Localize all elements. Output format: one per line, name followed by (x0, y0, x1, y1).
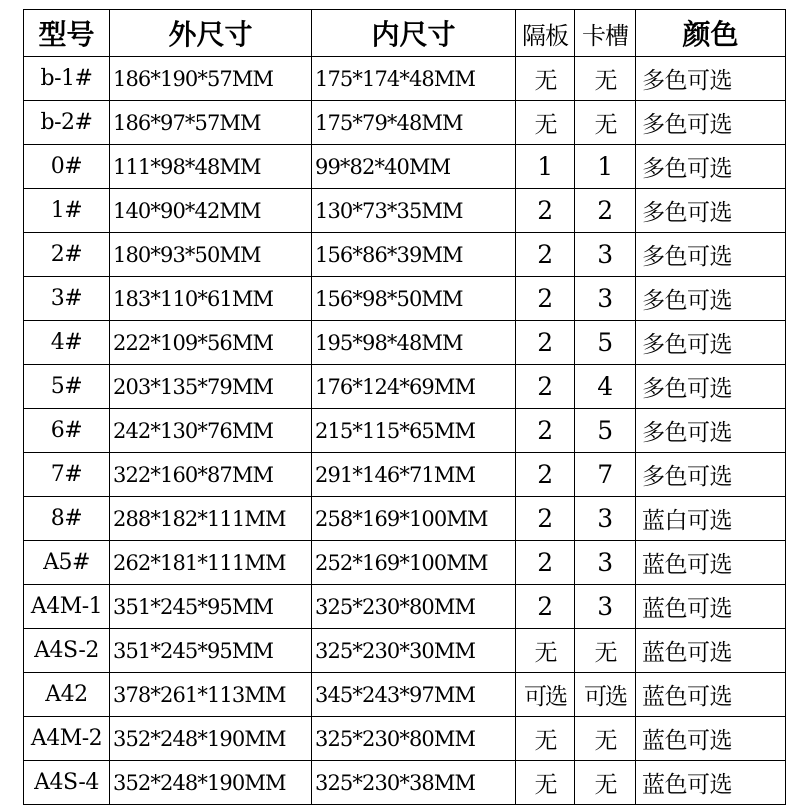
table-row (24, 629, 786, 673)
cell-color: 多色可选 (636, 233, 786, 277)
cell-model: 5# (24, 365, 110, 409)
cell-slot: 5 (575, 409, 636, 453)
cell-divider: 2 (516, 409, 575, 453)
header-model: 型号 (24, 10, 110, 57)
cell-slot: 3 (575, 277, 636, 321)
cell-inner-size: 156*86*39MM (312, 233, 516, 277)
cell-outer-size: 140*90*42MM (110, 189, 312, 233)
cell-color: 多色可选 (636, 277, 786, 321)
header-row (24, 10, 786, 57)
table-row (24, 321, 786, 365)
cell-color: 多色可选 (636, 365, 786, 409)
table-row (24, 233, 786, 277)
cell-outer-size: 351*245*95MM (110, 629, 312, 673)
cell-inner-size: 130*73*35MM (312, 189, 516, 233)
cell-divider: 无 (516, 717, 575, 761)
cell-model: A42 (24, 673, 110, 717)
cell-divider: 无 (516, 101, 575, 145)
cell-model: b-2# (24, 101, 110, 145)
cell-divider: 可选 (516, 673, 575, 717)
cell-slot: 3 (575, 233, 636, 277)
cell-inner-size: 252*169*100MM (312, 541, 516, 585)
cell-divider: 2 (516, 189, 575, 233)
cell-color: 蓝色可选 (636, 717, 786, 761)
cell-color: 多色可选 (636, 101, 786, 145)
cell-outer-size: 351*245*95MM (110, 585, 312, 629)
cell-slot: 无 (575, 101, 636, 145)
cell-model: 6# (24, 409, 110, 453)
table-row (24, 277, 786, 321)
cell-divider: 无 (516, 57, 575, 101)
cell-color: 多色可选 (636, 409, 786, 453)
table-row (24, 497, 786, 541)
cell-slot: 无 (575, 717, 636, 761)
size-spec-table (23, 9, 786, 805)
cell-inner-size: 325*230*80MM (312, 585, 516, 629)
table-row (24, 145, 786, 189)
table-row (24, 189, 786, 233)
cell-model: 1# (24, 189, 110, 233)
cell-outer-size: 262*181*111MM (110, 541, 312, 585)
cell-model: A4S-4 (24, 761, 110, 805)
cell-model: A4M-1 (24, 585, 110, 629)
table-row (24, 541, 786, 585)
table-row (24, 57, 786, 101)
cell-color: 多色可选 (636, 453, 786, 497)
cell-slot: 2 (575, 189, 636, 233)
table-row (24, 409, 786, 453)
cell-divider: 2 (516, 277, 575, 321)
cell-slot: 3 (575, 585, 636, 629)
cell-divider: 无 (516, 629, 575, 673)
table-row (24, 365, 786, 409)
cell-inner-size: 345*243*97MM (312, 673, 516, 717)
cell-divider: 2 (516, 585, 575, 629)
cell-inner-size: 325*230*30MM (312, 629, 516, 673)
table-row (24, 761, 786, 805)
cell-inner-size: 99*82*40MM (312, 145, 516, 189)
cell-divider: 1 (516, 145, 575, 189)
cell-color: 蓝白可选 (636, 497, 786, 541)
cell-outer-size: 186*190*57MM (110, 57, 312, 101)
cell-inner-size: 258*169*100MM (312, 497, 516, 541)
cell-slot: 无 (575, 57, 636, 101)
cell-outer-size: 111*98*48MM (110, 145, 312, 189)
cell-model: A4M-2 (24, 717, 110, 761)
cell-inner-size: 176*124*69MM (312, 365, 516, 409)
cell-inner-size: 175*79*48MM (312, 101, 516, 145)
cell-model: A5# (24, 541, 110, 585)
cell-color: 多色可选 (636, 189, 786, 233)
table-row (24, 453, 786, 497)
header-inner-size: 内尺寸 (312, 10, 516, 57)
cell-outer-size: 352*248*190MM (110, 761, 312, 805)
cell-slot: 3 (575, 541, 636, 585)
header-slot: 卡槽 (575, 10, 636, 57)
cell-outer-size: 222*109*56MM (110, 321, 312, 365)
cell-inner-size: 325*230*80MM (312, 717, 516, 761)
cell-color: 蓝色可选 (636, 761, 786, 805)
cell-outer-size: 288*182*111MM (110, 497, 312, 541)
cell-divider: 2 (516, 321, 575, 365)
cell-model: b-1# (24, 57, 110, 101)
cell-divider: 2 (516, 365, 575, 409)
cell-divider: 2 (516, 541, 575, 585)
cell-model: 8# (24, 497, 110, 541)
table-body (24, 57, 786, 805)
cell-slot: 5 (575, 321, 636, 365)
header-color: 颜色 (636, 10, 786, 57)
cell-divider: 2 (516, 453, 575, 497)
cell-slot: 无 (575, 761, 636, 805)
cell-outer-size: 322*160*87MM (110, 453, 312, 497)
cell-divider: 2 (516, 233, 575, 277)
cell-inner-size: 291*146*71MM (312, 453, 516, 497)
cell-color: 蓝色可选 (636, 673, 786, 717)
cell-slot: 4 (575, 365, 636, 409)
cell-outer-size: 180*93*50MM (110, 233, 312, 277)
cell-inner-size: 195*98*48MM (312, 321, 516, 365)
cell-outer-size: 378*261*113MM (110, 673, 312, 717)
cell-divider: 无 (516, 761, 575, 805)
cell-slot: 可选 (575, 673, 636, 717)
cell-color: 多色可选 (636, 57, 786, 101)
cell-model: 0# (24, 145, 110, 189)
cell-slot: 7 (575, 453, 636, 497)
cell-slot: 无 (575, 629, 636, 673)
cell-color: 蓝色可选 (636, 541, 786, 585)
cell-outer-size: 186*97*57MM (110, 101, 312, 145)
cell-outer-size: 352*248*190MM (110, 717, 312, 761)
cell-inner-size: 215*115*65MM (312, 409, 516, 453)
cell-model: 2# (24, 233, 110, 277)
cell-color: 蓝色可选 (636, 629, 786, 673)
cell-color: 多色可选 (636, 321, 786, 365)
table-row (24, 585, 786, 629)
cell-divider: 2 (516, 497, 575, 541)
cell-outer-size: 203*135*79MM (110, 365, 312, 409)
cell-color: 多色可选 (636, 145, 786, 189)
table-row (24, 673, 786, 717)
table-row (24, 101, 786, 145)
cell-model: A4S-2 (24, 629, 110, 673)
cell-outer-size: 242*130*76MM (110, 409, 312, 453)
cell-inner-size: 175*174*48MM (312, 57, 516, 101)
cell-model: 4# (24, 321, 110, 365)
header-outer-size: 外尺寸 (110, 10, 312, 57)
table-row (24, 717, 786, 761)
cell-outer-size: 183*110*61MM (110, 277, 312, 321)
cell-inner-size: 156*98*50MM (312, 277, 516, 321)
cell-slot: 3 (575, 497, 636, 541)
cell-slot: 1 (575, 145, 636, 189)
cell-model: 3# (24, 277, 110, 321)
cell-model: 7# (24, 453, 110, 497)
cell-inner-size: 325*230*38MM (312, 761, 516, 805)
header-divider: 隔板 (516, 10, 575, 57)
cell-color: 蓝色可选 (636, 585, 786, 629)
